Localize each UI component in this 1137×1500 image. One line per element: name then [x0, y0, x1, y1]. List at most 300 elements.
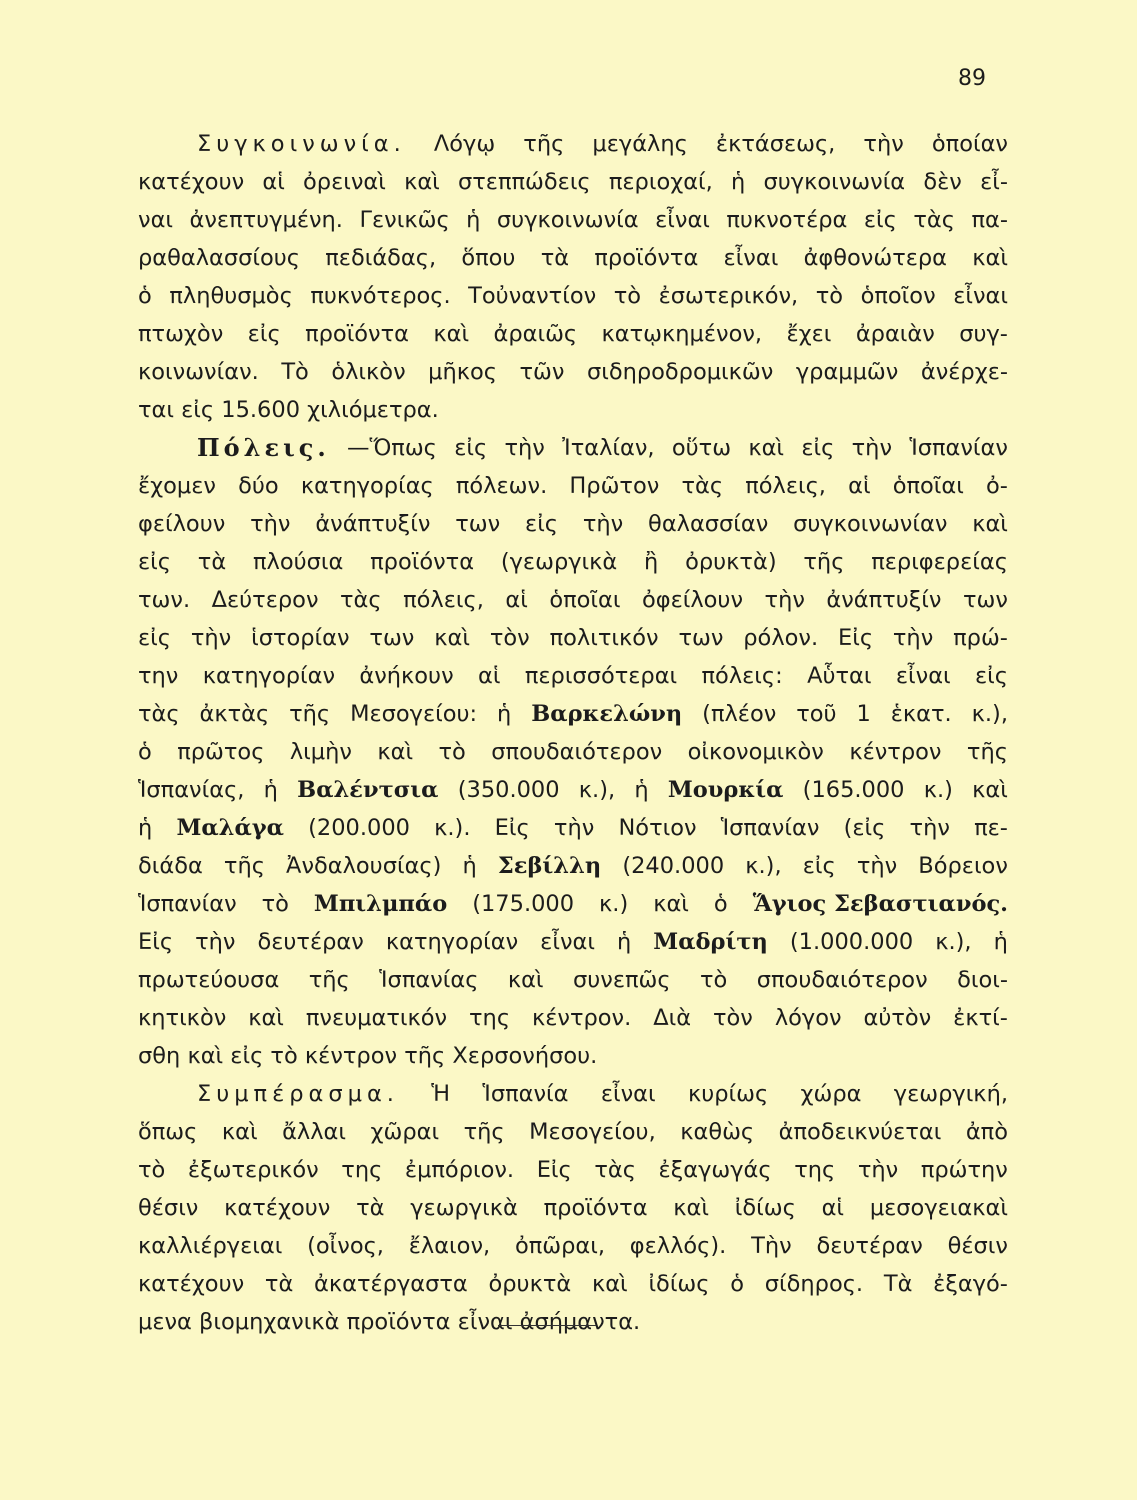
word: Ἀνδαλουσίας)	[286, 853, 442, 879]
word: Εἰς	[138, 929, 174, 955]
word: καὶ	[972, 245, 1008, 271]
text-line	[138, 201, 1008, 239]
word: αἱ	[478, 663, 501, 689]
word: συγκοινωνία	[763, 169, 906, 195]
word: Τὸ	[281, 359, 309, 385]
word: τοῦ	[796, 701, 837, 727]
text-line	[138, 885, 1008, 923]
emphasis-text: Σεβίλλη	[497, 853, 602, 879]
word: κατέχουν	[138, 169, 245, 195]
word: καὶ	[433, 321, 470, 347]
word: καλλιέργειαι	[138, 1233, 283, 1259]
word: τὰς	[340, 587, 382, 613]
word: δευτέραν	[257, 929, 364, 955]
word: πολιτικόν	[549, 625, 659, 651]
word: τὴν	[856, 853, 898, 879]
text-line	[138, 733, 1008, 771]
text-line	[138, 1037, 1008, 1075]
word: των	[678, 625, 724, 651]
word: ἄλλαι	[282, 1119, 346, 1145]
word: κέντρον	[849, 739, 942, 765]
word: αὐτὸν	[863, 1005, 932, 1031]
word: πόλεις,	[745, 473, 826, 499]
word: τὴν	[190, 625, 232, 651]
word: των	[369, 625, 415, 651]
word: γραμμῶν	[795, 359, 899, 385]
word: (240.000	[622, 853, 725, 879]
word: κατέχουν	[138, 1271, 245, 1297]
word: κ.).	[434, 815, 471, 841]
word: Ἱσπανίαν	[909, 435, 1008, 461]
word: κατηγορίαν	[202, 663, 336, 689]
word: ἰδίως	[734, 1195, 796, 1221]
word: πληθυσμὸς	[169, 283, 293, 309]
word: (οἶνος,	[307, 1233, 384, 1259]
text-line	[138, 1265, 1008, 1303]
word: Τὴν	[751, 1233, 792, 1259]
word: ἡ	[634, 777, 649, 803]
word: σίδηρος.	[764, 1271, 864, 1297]
word: εἶναι	[540, 929, 595, 955]
text-line	[138, 1151, 1008, 1189]
word: ἐμπόριον.	[404, 1157, 515, 1183]
word: τὰ	[264, 1271, 294, 1297]
word: Μεσογείου:	[350, 701, 478, 727]
word: τὴν	[892, 625, 934, 651]
word: ἢ	[644, 549, 659, 575]
text-line	[138, 277, 1008, 315]
word: ὀπῶραι,	[514, 1233, 605, 1259]
word: κατῳκημένον,	[601, 321, 763, 347]
word: θέσιν	[138, 1195, 199, 1221]
text-line	[138, 1227, 1008, 1265]
word: τὰς	[594, 1157, 636, 1183]
word: τὸ	[815, 283, 844, 309]
text-line	[138, 923, 1008, 961]
word: συνεπῶς	[572, 967, 671, 993]
emphasis-text: Μαλάγα	[176, 815, 284, 841]
word: ἀφθονώτερα	[803, 245, 948, 271]
word: πρῶτος	[177, 739, 265, 765]
word: λιμὴν	[289, 739, 352, 765]
word: της	[341, 1157, 383, 1183]
text-line	[138, 467, 1008, 505]
word: Ἱσπανία	[482, 1081, 569, 1107]
word: ἀνάπτυξίν	[315, 511, 431, 537]
word: Ἰταλίαν,	[562, 435, 655, 461]
word: εἶναι	[895, 663, 951, 689]
word: ἀκατέργαστα	[314, 1271, 468, 1297]
word: τὰς	[138, 701, 180, 727]
text-line	[138, 619, 1008, 657]
word: τὸ	[613, 283, 642, 309]
word: ὁ	[730, 1271, 745, 1297]
emphasis-text: Μαδρίτη	[653, 929, 768, 955]
word: κ.),	[971, 701, 1008, 727]
word: πυκνότερος.	[310, 283, 451, 309]
word: αἱ	[505, 587, 528, 613]
word: ἡ	[731, 169, 746, 195]
word: γεωργικὰ	[410, 1195, 518, 1221]
word: ὁποῖον	[860, 283, 936, 309]
word: καθὼς	[680, 1119, 755, 1145]
emphasis-text: Μπιλμπάο	[313, 891, 448, 917]
word: ὀρυκτὰ	[488, 1271, 572, 1297]
text-line	[138, 429, 1008, 467]
word: εἰς	[802, 853, 836, 879]
word: ὀφείλουν	[641, 587, 744, 613]
word: τὰ	[197, 549, 227, 575]
word: καὶ	[972, 511, 1008, 537]
word: τὴν	[582, 511, 624, 537]
word: χῶραι	[370, 1119, 440, 1145]
word: σπουδαιότερον	[491, 739, 663, 765]
word: σπουδαιότερον	[756, 967, 928, 993]
word: εἰς	[525, 511, 559, 537]
word: ἡ	[462, 853, 477, 879]
word: ὅπου	[461, 245, 516, 271]
word: πόλεις,	[403, 587, 484, 613]
word: τῆς	[463, 1119, 505, 1145]
word: τῶν	[519, 359, 565, 385]
word: κ.)	[923, 777, 953, 803]
word: τῆς	[966, 739, 1008, 765]
word: συγκοινωνία	[496, 207, 639, 233]
word: (175.000	[472, 891, 575, 917]
word: δύο	[238, 473, 279, 499]
word: φείλουν	[138, 511, 226, 537]
word: φελλός).	[629, 1233, 727, 1259]
text-line	[138, 999, 1008, 1037]
word: ἑκατ.	[890, 701, 952, 727]
word: εἶ-	[980, 169, 1008, 195]
word: ἀπὸ	[965, 1119, 1008, 1145]
word: πρώ-	[953, 625, 1008, 651]
word: Νότιον	[618, 815, 697, 841]
word: (350.000	[457, 777, 560, 803]
word: λόγον	[774, 1005, 842, 1031]
word: Ἱσπανίαν	[138, 891, 237, 917]
word: τὸν	[713, 1005, 753, 1031]
word: ἀποδεικνύεται	[778, 1119, 942, 1145]
word: ἐξαγό-	[933, 1271, 1008, 1297]
word: Γενικῶς	[359, 207, 450, 233]
text-line	[138, 505, 1008, 543]
word: ὁλικὸν	[331, 359, 406, 385]
word: Λόγῳ	[433, 131, 496, 157]
word: καὶ	[221, 1119, 258, 1145]
word: αἱ	[821, 1195, 845, 1221]
word: των	[962, 587, 1008, 613]
emphasis-text: Ἅγιος Σεβαστιανός.	[752, 891, 1008, 917]
word: προϊόντα	[543, 1195, 648, 1221]
word: ἡ	[993, 929, 1008, 955]
word: προϊόντα	[594, 245, 699, 271]
word: Εἰς	[837, 625, 874, 651]
word: ἀνάπτυξίν	[826, 587, 942, 613]
word: Διὰ	[653, 1005, 692, 1031]
word: δὲν	[923, 169, 962, 195]
text-line	[138, 961, 1008, 999]
word: μεσογειακαὶ	[869, 1195, 1008, 1221]
word: πόλεων.	[455, 473, 548, 499]
word: στεππώδεις	[457, 169, 591, 195]
word: ὁ	[138, 283, 152, 309]
word: ἡ	[466, 207, 481, 233]
word: ρόλον.	[743, 625, 819, 651]
text-line	[138, 695, 1008, 733]
word: γεωργική,	[893, 1081, 1008, 1107]
word: τὴν	[909, 815, 950, 841]
word: ἔχομεν	[138, 473, 216, 499]
word: κοινωνίαν.	[138, 359, 259, 385]
word: προϊόντα	[305, 321, 409, 347]
word: συγ-	[959, 321, 1008, 347]
text-line	[138, 315, 1008, 353]
word: τῆς	[523, 131, 565, 157]
word: τὸ	[438, 739, 466, 765]
word: καὶ	[507, 967, 544, 993]
word: την	[138, 663, 179, 689]
word: προϊόντα	[370, 549, 475, 575]
word: των.	[138, 587, 191, 613]
word: χώρα	[800, 1081, 862, 1107]
word: ἐκτί-	[953, 1005, 1008, 1031]
text-line	[138, 1303, 1008, 1341]
word: καὶ	[404, 169, 440, 195]
text-line	[138, 581, 1008, 619]
word: ὁποῖαι	[892, 473, 964, 499]
word: αἱ	[848, 473, 871, 499]
word: μεγάλης	[592, 131, 688, 157]
word: περιφερείας	[871, 549, 1008, 575]
word: τὴν	[504, 435, 545, 461]
word: εἰς	[975, 663, 1008, 689]
word: πρωτεύουσα	[138, 967, 280, 993]
text-run: ται εἰς 15.600 χιλιόμετρα.	[138, 397, 439, 423]
word: εἰς	[138, 625, 171, 651]
word: θέσιν	[947, 1233, 1008, 1259]
word: συγκοινωνίαν	[793, 511, 948, 537]
word: 1	[856, 701, 871, 727]
word: της	[469, 1005, 511, 1031]
word: ὅπως	[138, 1119, 198, 1145]
text-line	[138, 239, 1008, 277]
word: Ἱσπανίας,	[138, 777, 245, 803]
word: (εἰς	[843, 815, 886, 841]
text-line	[138, 1189, 1008, 1227]
word: τὴν	[857, 1157, 899, 1183]
word: εἰς	[138, 549, 171, 575]
text-line	[138, 353, 1008, 391]
word: εἰς	[801, 435, 835, 461]
word: εἶναι	[655, 207, 710, 233]
word: Βόρειον	[918, 853, 1008, 879]
emphasis-text: Συμπέρασμα.	[197, 1081, 399, 1107]
word: τὴν	[250, 511, 291, 537]
word: εἰς	[863, 207, 897, 233]
word: τὴν	[863, 131, 904, 157]
word: Ἱσπανίαν	[720, 815, 820, 841]
word: τῆς	[289, 701, 331, 727]
word: (200.000	[308, 815, 410, 841]
word: εἶναι	[723, 245, 779, 271]
word: πλούσια	[252, 549, 344, 575]
word: εἶναι	[953, 283, 1008, 309]
word: τὴν	[764, 587, 805, 613]
word: εἰς	[454, 435, 488, 461]
text-run: μενα βιομηχανικὰ προϊόντα εἶναι ἀσήμαντα.	[138, 1309, 641, 1335]
word: πτωχὸν	[138, 321, 224, 347]
word: Δεύτερον	[211, 587, 319, 613]
word: τὸ	[700, 967, 728, 993]
word: κητικὸν	[138, 1005, 227, 1031]
word: ἀραιῶς	[493, 321, 578, 347]
word: ὀρειναὶ	[303, 169, 386, 195]
word: καὶ	[591, 1271, 628, 1297]
word: ἀνεπτυγμένη.	[189, 207, 343, 233]
word: ὁ	[713, 891, 728, 917]
word: ἔλαιον,	[408, 1233, 491, 1259]
word: ἰδίως	[648, 1271, 710, 1297]
emphasis-text: Μουρκία	[667, 777, 784, 803]
text-line	[138, 125, 1008, 163]
text-line	[138, 771, 1008, 809]
word: ὁ	[138, 739, 152, 765]
word: τὴν	[851, 435, 893, 461]
word: ἡ	[263, 777, 278, 803]
word: καὶ	[748, 435, 785, 461]
text-line	[138, 391, 1008, 429]
body-text	[138, 125, 1008, 1341]
word: καὶ	[972, 777, 1008, 803]
word: θαλασσίαν	[648, 511, 769, 537]
word: πρώτην	[920, 1157, 1008, 1183]
word: τὴν	[553, 815, 595, 841]
word: οὕτω	[671, 435, 732, 461]
word: τὰ	[356, 1195, 385, 1221]
word: καὶ	[377, 739, 414, 765]
word: ἐξωτερικόν	[187, 1157, 319, 1183]
word: Εἰς	[536, 1157, 572, 1183]
word: ἀραιὰν	[855, 321, 935, 347]
emphasis-text: Βαλέντσια	[297, 777, 439, 803]
word: ραθαλασσίους	[138, 245, 300, 271]
word: Ἱσπανίας	[379, 967, 479, 993]
word: πα-	[971, 207, 1008, 233]
word: κ.),	[745, 853, 782, 879]
word: ἀνήκουν	[359, 663, 454, 689]
text-line	[138, 1075, 1008, 1113]
word: κατηγορίας	[300, 473, 434, 499]
word: διάδα	[138, 853, 203, 879]
word: κ.),	[935, 929, 972, 955]
word: εἰς	[247, 321, 281, 347]
text-line	[138, 847, 1008, 885]
word: (165.000	[802, 777, 905, 803]
word: καὶ	[248, 1005, 284, 1031]
word: τῆς	[223, 853, 265, 879]
word: τὴν	[195, 929, 236, 955]
emphasis-text: Βαρκελώνη	[531, 701, 683, 727]
word: ἡ	[497, 701, 512, 727]
word: τὸν	[489, 625, 530, 651]
text-line	[138, 543, 1008, 581]
word: εἶναι	[600, 1081, 656, 1107]
word: —Ὅπως	[346, 435, 437, 461]
word: (1.000.000	[789, 929, 914, 955]
word: Πρῶτον	[569, 473, 660, 499]
word: τὰς	[681, 473, 724, 499]
word: ἀνέρχε-	[920, 359, 1008, 385]
word: πόλεις:	[701, 663, 783, 689]
word: διοι-	[957, 967, 1008, 993]
word: Αὗται	[807, 663, 872, 689]
word: οἰκονομικὸν	[687, 739, 824, 765]
word: τῆς	[803, 549, 845, 575]
word: ναι	[138, 207, 174, 233]
text-run: σθη καὶ εἰς τὸ κέντρον τῆς Χερσονήσου.	[138, 1043, 598, 1069]
word: καὶ	[673, 1195, 710, 1221]
word: πεδιάδας,	[325, 245, 437, 271]
word: μῆκος	[428, 359, 497, 385]
word: ἡ	[617, 929, 632, 955]
word: ἀκτὰς	[199, 701, 270, 727]
word: ἔχει	[786, 321, 832, 347]
word: περισσότεραι	[524, 663, 678, 689]
word: (πλέον	[702, 701, 777, 727]
word: τὸ	[138, 1157, 166, 1183]
word: (γεωργικὰ	[500, 549, 618, 575]
word: αἱ	[262, 169, 285, 195]
word: τῆς	[308, 967, 350, 993]
word: κατηγορίαν	[385, 929, 519, 955]
word: Εἰς	[494, 815, 530, 841]
word: Μεσογείου,	[529, 1119, 656, 1145]
word: ἐσωτερικόν,	[658, 283, 799, 309]
word: Ἡ	[431, 1081, 451, 1107]
word: σιδηροδρομικῶν	[586, 359, 774, 385]
section-divider	[498, 1325, 596, 1326]
word: ἐξαγωγάς	[658, 1157, 772, 1183]
word: της	[794, 1157, 836, 1183]
word: δευτέραν	[816, 1233, 923, 1259]
word: τὰ	[540, 245, 570, 271]
word: ὀ-	[985, 473, 1008, 499]
word: πε-	[974, 815, 1008, 841]
text-line	[138, 163, 1008, 201]
word: ὁποῖαι	[549, 587, 621, 613]
word: ὁποίαν	[931, 131, 1008, 157]
word: Τοὐναντίον	[468, 283, 597, 309]
word: κατέχουν	[224, 1195, 331, 1221]
emphasis-text: Πόλεις.	[197, 433, 330, 462]
word: Τὰ	[883, 1271, 913, 1297]
word: ὀρυκτὰ)	[685, 549, 777, 575]
word: καὶ	[434, 625, 470, 651]
word: των	[455, 511, 501, 537]
word: ἡ	[138, 815, 153, 841]
word: πνευματικόν	[305, 1005, 448, 1031]
word: τὸ	[261, 891, 289, 917]
word: καὶ	[653, 891, 689, 917]
page-number: 89	[958, 66, 986, 91]
word: κ.)	[599, 891, 629, 917]
word: ἱστορίαν	[251, 625, 350, 651]
word: τὰς	[913, 207, 955, 233]
text-line	[138, 657, 1008, 695]
word: περιοχαί,	[608, 169, 713, 195]
